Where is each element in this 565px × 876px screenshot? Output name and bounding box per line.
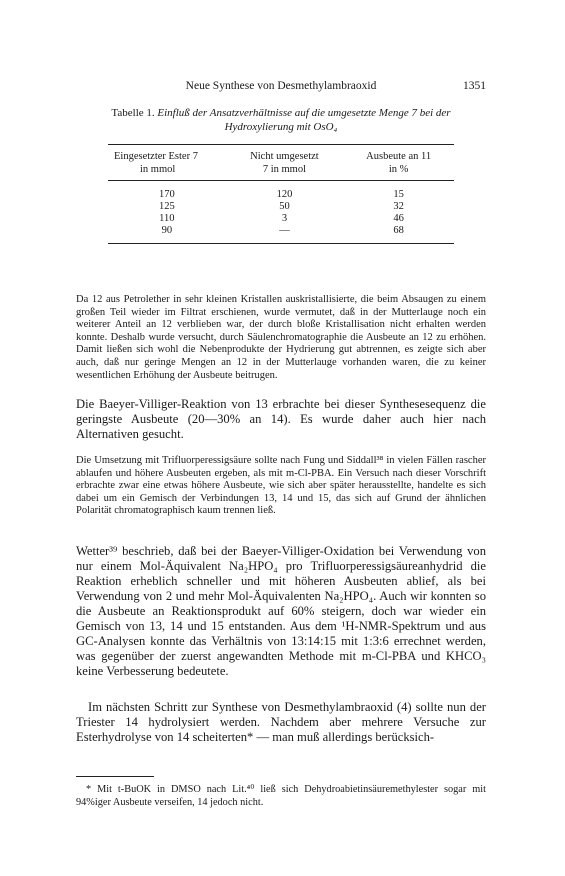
paragraph-hydrolysis: Im nächsten Schritt zur Synthese von Desmethylambraoxid (4) sollte nun der Triester 14 hydrolysiert werden. Nachdem aber mehrere Versuche zur Esterhydrolyse von 14 scheiterten* — man muß allerdings berücksich- bbox=[76, 700, 486, 744]
table-caption-line-2: Hydroxylierung mit OsO₄ bbox=[224, 121, 338, 133]
paragraph-baeyer-villiger: Die Baeyer-Villiger-Reaktion von 13 erbrachte bei dieser Synthesesequenz die geringste Ausbeute (20—30% an 14). Es wurde daher auch hier nach Alternativen gesucht. bbox=[76, 397, 486, 441]
footnote-divider bbox=[76, 776, 154, 777]
running-head bbox=[76, 80, 486, 96]
table-header-row bbox=[108, 145, 454, 181]
column-header-ester: Eingesetzter Ester 7 in mmol bbox=[108, 145, 226, 181]
paragraph-wetter: Wetter³⁹ beschrieb, daß bei der Baeyer-Villiger-Oxidation bei Verwendung von nur einem Mol-Äquivalent Na₂HPO₄ pro Trifluorperessigsäureanhydrid die Reaktion erheblich schneller und mit höheren Ausbeuten ablief, als bei Verwendung von 2 und mehr Mol-Äquivalenten Na₂HPO₄. Auch wir konnten so die Ausbeute an Reaktionsprodukt auf 60% steigern, doch war wieder ein Gemisch von 13, 14 und 15 entstanden. Aus dem ¹H-NMR-Spektrum und aus GC-Analysen konnte das Verhältnis von 13:14:15 mit 1:3:6 errechnet werden, was gegenüber der zuerst angewandten Methode mit m-Cl-PBA und KHCO₃ keine Verbesserung bedeutete. bbox=[76, 544, 486, 678]
data-table bbox=[108, 144, 454, 244]
table-label: Tabelle 1. bbox=[111, 107, 155, 119]
table-cell: 50 bbox=[279, 201, 290, 212]
column-header-unreacted: Nicht umgesetzt 7 in mmol bbox=[226, 145, 344, 181]
table-cell: 110 bbox=[159, 213, 175, 224]
table-cell: 125 bbox=[158, 201, 175, 212]
footnote: * Mit t-BuOK in DMSO nach Lit.⁴⁰ ließ sich Dehydroabietinsäuremethylester sogar mit 94%iger Ausbeute verseifen, 14 jedoch nicht. bbox=[76, 784, 486, 808]
column-header-yield: Ausbeute an 11 in % bbox=[343, 145, 454, 181]
table-row bbox=[108, 201, 454, 213]
table-cell: 46 bbox=[393, 213, 404, 224]
table-cell: 15 bbox=[393, 189, 404, 200]
table-cell: 3 bbox=[281, 213, 288, 224]
table-caption bbox=[76, 106, 486, 134]
paragraph-trifluoroperacetic: Die Umsetzung mit Trifluorperessigsäure sollte nach Fung und Siddall³⁸ in vielen Fällen rascher ablaufen und höhere Ausbeuten ergeben, als mit m-Cl-PBA. Ein Versuch nach dieser Vorschrift erbrachte zwar eine etwas höhere Ausbeute, wie sich aber später herausstellte, handelte es sich dabei um ein Gemisch der Verbindungen 13, 14 und 15, das sich auf Grund der ähnlichen Polarität chromatographisch kaum trennen ließ. bbox=[76, 455, 486, 517]
page-number: 1351 bbox=[463, 80, 486, 92]
table-row bbox=[108, 225, 454, 244]
table-cell: 120 bbox=[276, 189, 293, 200]
table-caption-line-1: Einfluß der Ansatzverhältnisse auf die umgesetzte Menge 7 bei der bbox=[157, 107, 451, 119]
table-cell: 170 bbox=[158, 189, 175, 200]
table-cell: — bbox=[226, 225, 344, 244]
running-head-title: Neue Synthese von Desmethylambraoxid bbox=[185, 80, 377, 92]
table-cell: 32 bbox=[393, 201, 404, 212]
table-cell: 68 bbox=[343, 225, 454, 244]
table-row bbox=[108, 213, 454, 225]
paragraph-crystallization: Da 12 aus Petrolether in sehr kleinen Kristallen auskristallisierte, die beim Absaugen zu einem großen Teil wieder im Filtrat erschienen, wurde vermutet, daß in der Mutterlauge noch ein weiterer Anteil an 12 verblieben war, der durch bloße Kristallisation nicht erhalten werden konnte. Deshalb wurde versucht, durch Säulenchromatographie die Ausbeute an 12 zu erhöhen. Damit ließen sich wohl die Nebenprodukte der Hydrierung gut abtrennen, es zeigte sich aber auch, daß nur geringe Mengen an 12 in der Mutterlauge vorhanden waren, die zu keiner wesentlichen Erhöhung der Ausbeute beitrugen. bbox=[76, 294, 486, 381]
table-cell: 90 bbox=[108, 225, 226, 244]
table-row bbox=[108, 181, 454, 202]
